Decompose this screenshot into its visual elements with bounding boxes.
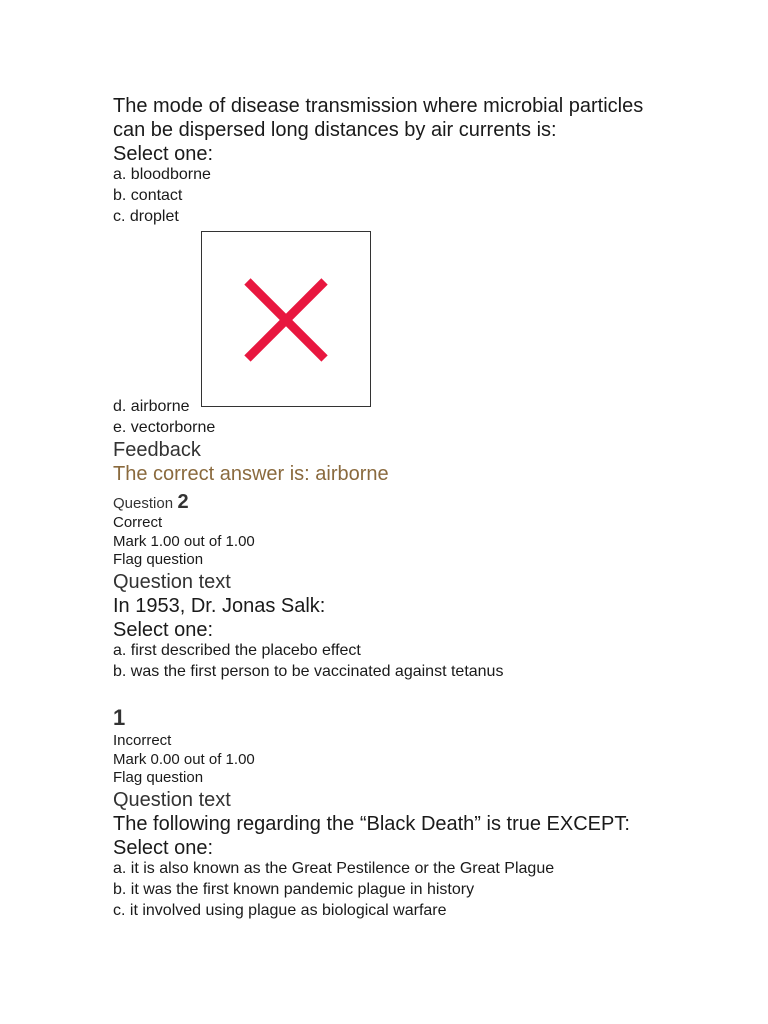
question2-option-b[interactable]: b. was the first person to be vaccinated against tetanus	[113, 663, 504, 680]
question3-number: 1	[113, 705, 126, 730]
question2-option-a[interactable]: a. first described the placebo effect	[113, 642, 361, 659]
question3-mark: Mark 0.00 out of 1.00	[113, 751, 255, 768]
question2-number: 2	[177, 491, 189, 513]
correct-answer-text: The correct answer is: airborne	[113, 463, 389, 485]
cross-mark-icon	[202, 232, 370, 406]
question3-select-prompt: Select one:	[113, 837, 214, 859]
question2-mark: Mark 1.00 out of 1.00	[113, 533, 255, 550]
question3-flag-link[interactable]: Flag question	[113, 769, 204, 786]
question3-text-label: Question text	[113, 789, 231, 811]
question2-text: In 1953, Dr. Jonas Salk:	[113, 595, 326, 617]
question1-text-line2: can be dispersed long distances by air currents is:	[113, 119, 557, 141]
question3-option-c[interactable]: c. it involved using plague as biological warfare	[113, 902, 447, 919]
question1-option-d[interactable]: d. airborne	[113, 398, 190, 415]
question2-select-prompt: Select one:	[113, 619, 214, 641]
question3-status: Incorrect	[113, 732, 172, 749]
incorrect-mark-image	[201, 231, 371, 407]
question2-flag-link[interactable]: Flag question	[113, 551, 204, 568]
question3-option-b[interactable]: b. it was the first known pandemic plague in history	[113, 881, 475, 898]
question1-select-prompt: Select one:	[113, 143, 214, 165]
question1-option-c[interactable]: c. droplet	[113, 208, 179, 225]
question2-status: Correct	[113, 514, 163, 531]
feedback-heading: Feedback	[113, 439, 201, 461]
question3-text: The following regarding the “Black Death” is true EXCEPT:	[113, 813, 630, 835]
question2-label: Question	[113, 495, 174, 512]
question1-option-e[interactable]: e. vectorborne	[113, 419, 216, 436]
question1-text-line1: The mode of disease transmission where microbial particles	[113, 95, 644, 117]
question1-option-a[interactable]: a. bloodborne	[113, 166, 211, 183]
question2-heading	[113, 492, 189, 512]
question2-text-label: Question text	[113, 571, 231, 593]
question1-option-b[interactable]: b. contact	[113, 187, 183, 204]
question3-option-a[interactable]: a. it is also known as the Great Pestilence or the Great Plague	[113, 860, 555, 877]
